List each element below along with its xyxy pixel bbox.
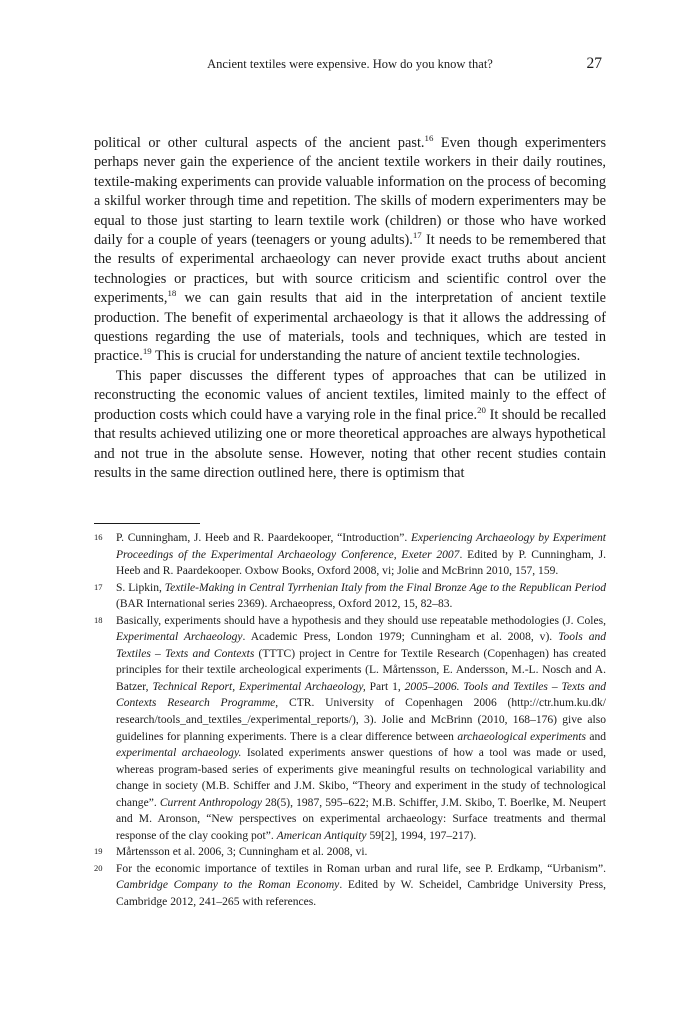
body-text-segment: This is crucial for understanding the nature of ancient textile technologies. — [151, 348, 581, 365]
footnote-title: Technical Report, Experimental Archaeology, — [152, 680, 366, 693]
body-text-segment: It needs to be remembered that the results of experimental archaeology can never provide exact truths about ancient technologies or practices, but with source criticism and scientific control over the experiments, — [94, 232, 606, 307]
footnote-text: For the economic importance of textiles in Roman urban and rural life, see P. Erdkamp, “Urbanism”. — [116, 862, 606, 875]
footnote-text: P. Cunningham, J. Heeb and R. Paardekooper, “Introduction”. — [116, 532, 411, 544]
footnote-text: 59[2], 1994, 197–217). — [366, 829, 477, 842]
footnote-title: Experiencing Archaeology by Experiment Proceedings of the Experimental Archaeology Conference, Exeter 2007 — [116, 532, 607, 561]
footnote-18 — [94, 613, 606, 845]
body-paragraph — [94, 134, 606, 367]
body-text-segment: Even though experimenters perhaps never gain the experience of the ancient textile workers in their daily routines, textile-making experiments can provide valuable information on the process of becoming a skilful worker through time and repetition. The skills of modern experimenters may be equal to those just starting to learn textile work (children) or those who have worked daily for a couple of years (teenagers or young adults). — [94, 135, 607, 249]
footnote-text: (TTTC) project in Centre for Textile Research (Copenhagen) has created principles for their textile archeological experiments (L. Mårtensson, E. Andersson, M.-L. Nosch and A. Batzer, — [116, 647, 606, 693]
footnote-number: 17 — [94, 581, 103, 592]
footnote-ref[interactable]: 17 — [412, 230, 422, 241]
footnote-text: 28(5), 1987, 595–622; M.B. Schiffer, J.M. Skibo, T. Boerlke, M. Neupert and M. Aronson, “New perspectives on experimental archaeology: Surface treatments and thermal response of the clay cooking pot”. — [116, 796, 606, 842]
footnote-text: Part 1, — [365, 680, 405, 693]
footnote-title: Current Anthropology — [159, 796, 262, 809]
footnote-ref[interactable]: 19 — [142, 346, 152, 357]
footnote-text: , CTR. University of Copenhagen 2006 (http://ctr.hum.ku.dk/ research/tools_and_textiles_/experimental_reports/), 3). Jolie and McBrinn (2010, 168–176) give also guidelines for planning experiments. There is a clear difference between — [116, 697, 606, 743]
footnote-17 — [94, 580, 606, 613]
page-number: 27 — [586, 55, 602, 72]
footnote-emphasis: experimental archaeology. — [116, 747, 242, 760]
footnote-19 — [94, 844, 606, 861]
footnote-text: . Edited by W. Scheidel, Cambridge University Press, Cambridge 2012, 241–265 with references. — [116, 879, 607, 909]
footnote-text: and — [585, 730, 607, 743]
footnote-text: S. Lipkin, — [116, 581, 165, 594]
footnote-title: Tools and Textiles – Texts and Contexts — [116, 631, 607, 660]
footnote-number: 16 — [94, 532, 103, 542]
footnote-number: 19 — [94, 846, 103, 857]
footnote-emphasis: archaeological experiments — [457, 730, 586, 743]
footnote-title: 2005–2006. Tools and Textiles – Texts and Contexts Research Programme — [116, 680, 606, 710]
footnote-title: Textile-Making in Central Tyrrhenian Italy from the Final Bronze Age to the Republican Period — [164, 581, 606, 594]
body-paragraph — [94, 367, 606, 483]
footnote-text: Isolated experiments answer questions of how a tool was made or used, whereas program-based series of experiments give meaningful results on technological variability and change in society (M.B. Schiffer and J.M. Skibo, “Theory and experiment in the study of technological change”. — [116, 747, 606, 809]
footnote-text: . Academic Press, London 1979; Cunningham et al. 2008, v). — [242, 631, 559, 644]
footnote-title: Experimental Archaeology — [116, 631, 243, 644]
running-header — [94, 55, 606, 73]
book-page — [94, 0, 606, 1014]
footnote-text: . Edited by P. Cunningham, J. Heeb and R. Paardekooper. Oxbow Books, Oxford 2008, vi; Jolie and McBrinn 2010, 157, 159. — [116, 548, 607, 578]
body-text-segment: It should be recalled that results achieved utilizing one or more theoretical approaches are always hypothetical and not true in the absolute sense. However, noting that other recent studies contain results in the same direction outlined here, there is optimism that — [94, 406, 606, 481]
footnote-number: 20 — [94, 862, 103, 873]
footnote-text: (BAR International series 2369). Archaeopress, Oxford 2012, 15, 82–83. — [116, 598, 453, 611]
footnote-title: Cambridge Company to the Roman Economy — [116, 879, 340, 892]
footnote-separator — [94, 523, 200, 524]
footnote-16 — [94, 530, 606, 580]
body-text-segment: This paper discusses the different types of approaches that can be utilized in reconstructing the economic values of ancient textiles, limited mainly to the effect of production costs which could have a varying role in the final price. — [94, 367, 606, 423]
main-text — [94, 134, 606, 483]
footnote-number: 18 — [94, 614, 103, 625]
footnote-text: Basically, experiments should have a hypothesis and they should use repeatable methodologies (J. Coles, — [116, 614, 606, 627]
footnote-ref[interactable]: 18 — [167, 288, 177, 299]
footnotes — [94, 530, 606, 911]
footnote-ref[interactable]: 20 — [477, 404, 486, 415]
footnote-text: Mårtensson et al. 2006, 3; Cunningham et al. 2008, vi. — [116, 846, 368, 859]
body-text-segment: political or other cultural aspects of the ancient past. — [94, 135, 425, 151]
footnote-20 — [94, 861, 606, 911]
body-text-segment: we can gain results that aid in the interpretation of ancient textile production. The benefit of experimental archaeology is that it allows the addressing of questions regarding the use of materials, tools and techniques, which are tested in practice. — [94, 290, 606, 365]
footnote-ref[interactable]: 16 — [424, 133, 434, 144]
footnote-title: American Antiquity — [276, 829, 367, 842]
running-title: Ancient textiles were expensive. How do you know that? — [207, 57, 493, 71]
